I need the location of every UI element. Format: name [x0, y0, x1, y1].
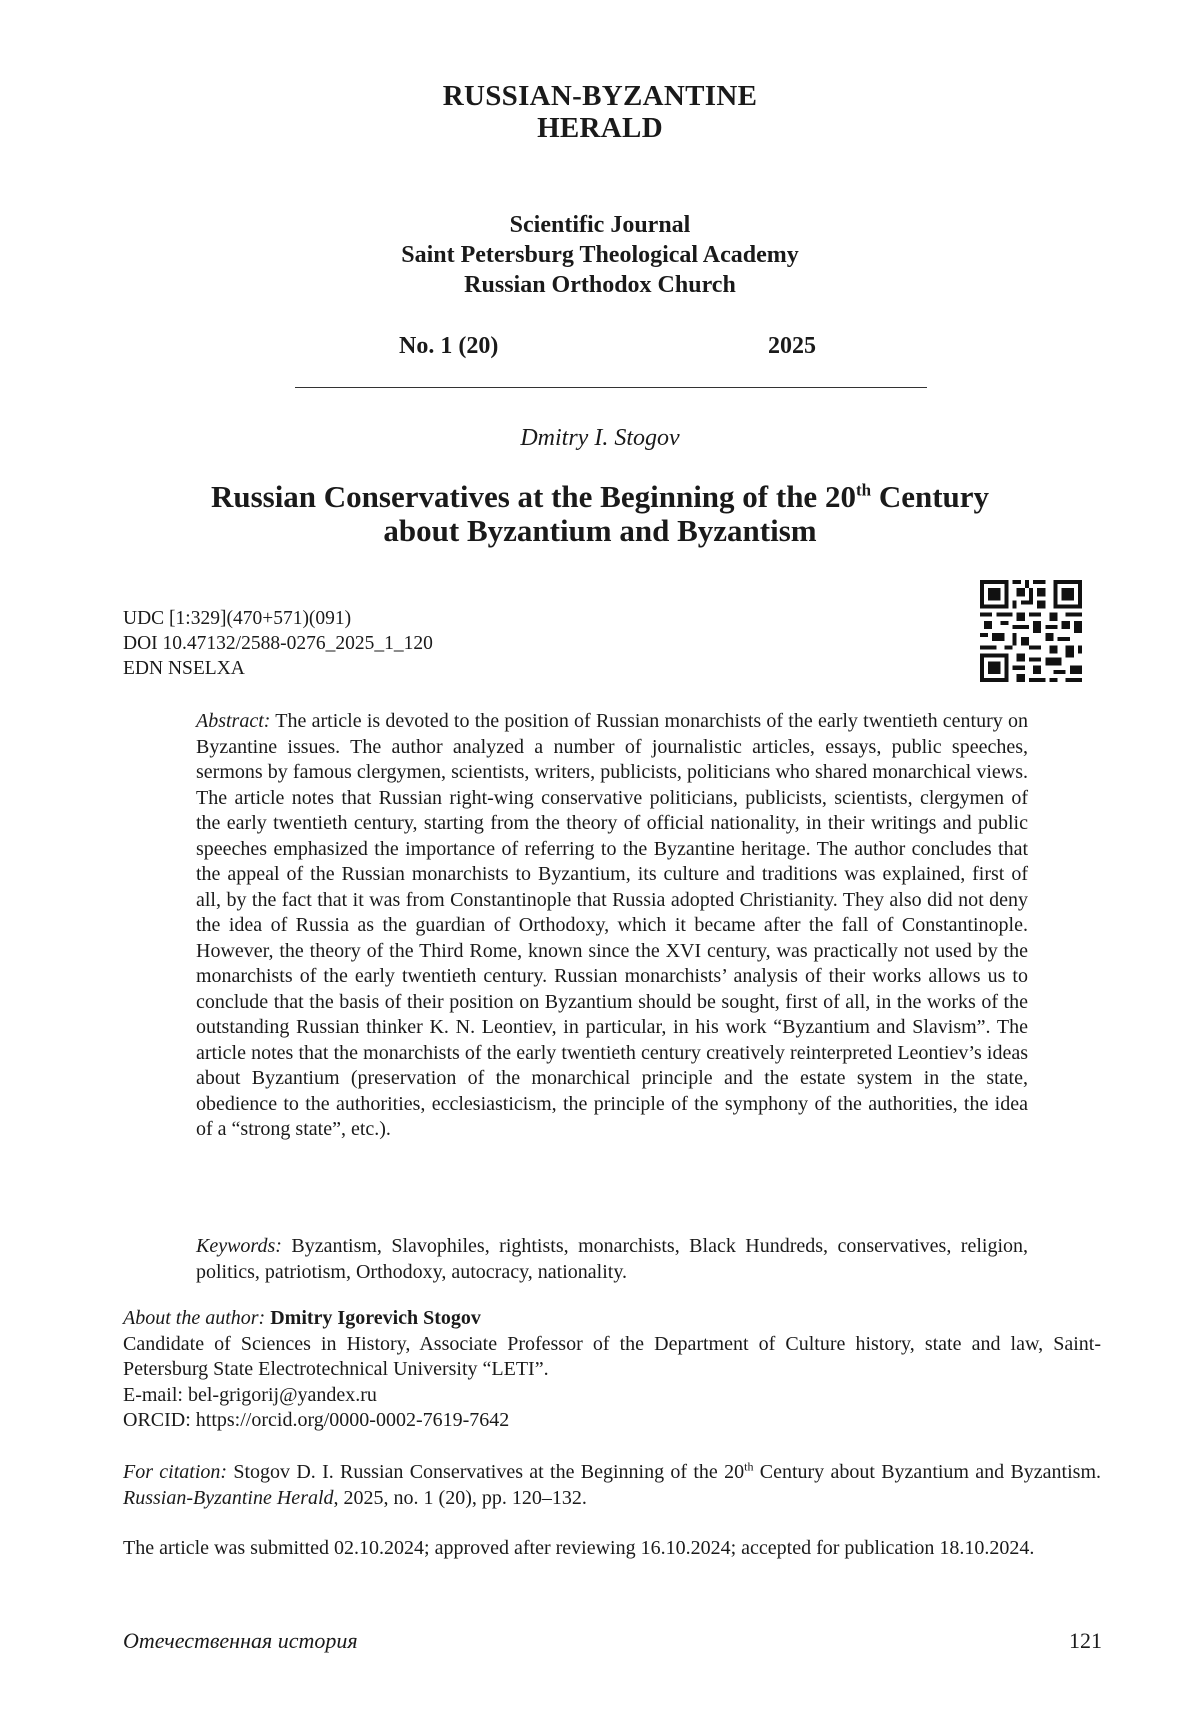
about-author	[123, 1306, 1101, 1434]
article-author: Dmitry I. Stogov	[520, 425, 680, 451]
citation-label: For citation:	[123, 1461, 228, 1483]
abstract-text: The article is devoted to the position of Russian monarchists of the early twentieth century on Byzantine issues. The author analyzed a number of journalistic articles, essays, public speeches, sermons by famous clergymen, scientists, writers, publicists, politicians who shared monarchical views. The article notes that Russian right-wing conservative politicians, publicists, scientists, clergymen of the early twentieth century, starting from the theory of official nationality, in their writings and public speeches emphasized the importance of referring to the Byzantine heritage. The author concludes that the appeal of the Russian monarchists to Byzantium, its culture and traditions was explained, first of all, by the fact that it was from Constantinople that Russia adopted Christianity. They also did not deny the idea of Russia as the guardian of Orthodoxy, which it became after the fall of Constantinople. However, the theory of the Third Rome, known since the XVI century, was practically not used by the monarchists of the early twentieth century. Russian monarchists’ analysis of their works allows us to conclude that the basis of their position on Byzantium should be sought, first of all, in the works of the outstanding Russian thinker K. N. Leontiev, in particular, in his work “Byzantium and Slavism”. The article notes that the monarchists of the early twentieth century creatively reinterpreted Leontiev’s ideas about Byzantium (preservation of the monarchical principle and the estate system in the state, obedience to the authorities, ecclesiasticism, the principle of the symphony of the authorities, the idea of a “strong state”, etc.).	[196, 710, 1028, 1140]
citation-superscript: th	[744, 1459, 754, 1474]
title-text: Russian Conservatives at the Beginning of the 20	[210, 479, 856, 514]
citation-text: Stogov D. I. Russian Conservatives at the Beginning of the 20	[227, 1461, 745, 1483]
journal-type: Scientific Journal	[509, 212, 691, 238]
about-author-label: About the author:	[123, 1307, 266, 1329]
author-full-name: Dmitry Igorevich Stogov	[265, 1307, 481, 1329]
doi-link[interactable]: DOI 10.47132/2588-0276_2025_1_120	[123, 633, 433, 654]
issue-number: No. 1 (20)	[399, 333, 499, 359]
title-superscript: th	[855, 480, 872, 500]
abstract	[196, 709, 1028, 1143]
keywords-label: Keywords:	[196, 1235, 282, 1257]
qr-code-icon[interactable]	[980, 580, 1082, 682]
journal-title-line2: HERALD	[537, 112, 663, 144]
journal-publisher: Saint Petersburg Theological Academy	[401, 242, 799, 268]
article-title	[0, 480, 1200, 548]
journal-title	[0, 80, 1200, 144]
page-number: 121	[1069, 1628, 1102, 1653]
title-text-end: Century	[871, 479, 990, 514]
keywords	[196, 1234, 1028, 1285]
abstract-label: Abstract:	[196, 710, 271, 732]
citation-journal: Russian-Byzantine Herald	[123, 1486, 334, 1509]
edn: EDN NSELXA	[123, 658, 245, 679]
author-orcid-link[interactable]: ORCID: https://orcid.org/0000-0002-7619-7642	[123, 1409, 510, 1431]
journal-subtitle	[0, 210, 1200, 300]
author-email-link[interactable]: E-mail: bel-grigorij@yandex.ru	[123, 1383, 377, 1406]
journal-church: Russian Orthodox Church	[464, 272, 736, 298]
footer-section-name: Отечественная история	[123, 1628, 358, 1653]
article-title-line1	[0, 480, 1200, 514]
about-author-heading	[123, 1306, 1101, 1332]
citation	[123, 1460, 1101, 1511]
keywords-text: Byzantism, Slavophiles, rightists, monarchists, Black Hundreds, conservatives, religion, politics, patriotism, Orthodoxy, autocracy, nationality.	[196, 1235, 1028, 1283]
article-identifiers	[123, 606, 433, 681]
issue-year: 2025	[768, 333, 816, 359]
header-divider	[295, 387, 927, 388]
citation-text-mid: Century about Byzantium and Byzantism.	[753, 1461, 1102, 1483]
journal-title-line1: RUSSIAN-BYZANTINE	[442, 80, 758, 112]
citation-text-end: , 2025, no. 1 (20), pp. 120–132.	[333, 1486, 587, 1509]
article-title-line2: about Byzantium and Byzantism	[383, 513, 817, 548]
author-position: Candidate of Sciences in History, Associate Professor of the Department of Culture history, state and law, Saint-Petersburg State Electrotechnical University “LETI”.	[123, 1332, 1101, 1380]
udc: UDC [1:329](470+571)(091)	[123, 608, 352, 629]
article-dates: The article was submitted 02.10.2024; approved after reviewing 16.10.2024; accepted for publication 18.10.2024.	[123, 1537, 1035, 1559]
abstract-paragraph	[196, 709, 1028, 1143]
